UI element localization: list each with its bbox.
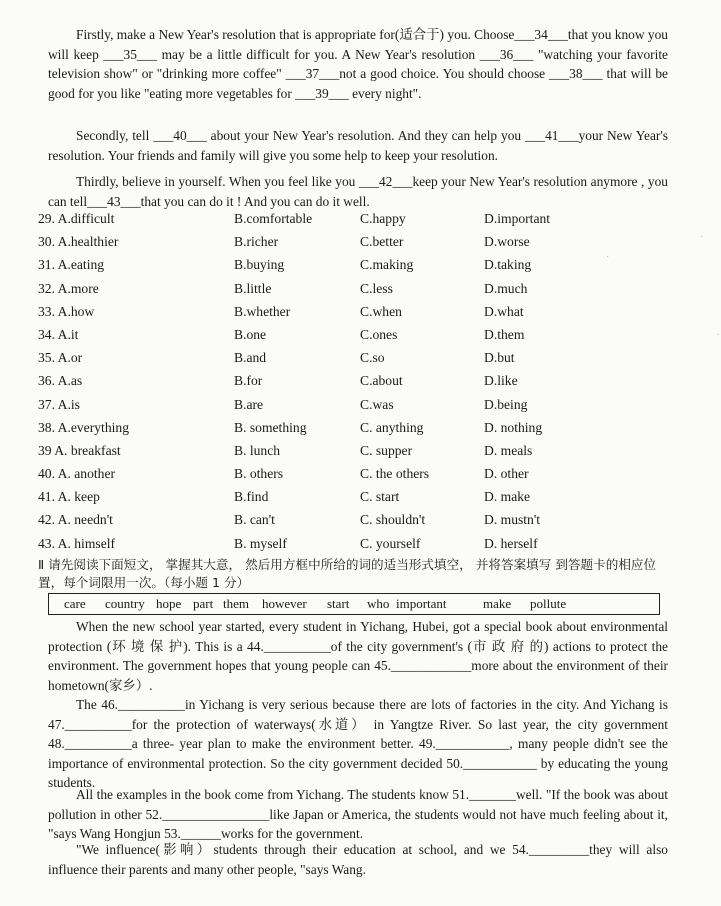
option-row xyxy=(38,278,678,301)
option-b: B.find xyxy=(234,489,269,505)
option-a: 31. A.eating xyxy=(38,257,105,273)
option-a: 35. A.or xyxy=(38,350,83,366)
option-row xyxy=(38,254,678,277)
option-d: D.them xyxy=(484,326,525,342)
margin-speck: · xyxy=(606,252,610,263)
option-d: D.being xyxy=(484,396,528,412)
option-c: C.was xyxy=(360,396,394,412)
option-c: C.better xyxy=(360,234,404,250)
option-c: C.so xyxy=(360,350,385,366)
option-row xyxy=(38,463,678,486)
option-d: D.taking xyxy=(484,257,532,273)
options-table xyxy=(38,208,678,556)
option-d: D. make xyxy=(484,489,531,505)
passage2-paragraph-2: The 46.__________in Yichang is very serious because there are lots of factories in the city. And Yichang is 47.__________for the protection of waterways(水道） in Yangtze River. So last year, the city government 48.__________a three- year plan to make the environment better. 49.___________, many people didn't see the importance of environmental protection. So the city government decided 50.___________ by educating the young students. xyxy=(48,697,668,790)
passage2-paragraph-1: When the new school year started, every student in Yichang, Hubei, got a special book about environmental protection (环 境 保 护). This is a 44.__________of the city government's (市 政 府 的) actions to protect the environment. The government hopes that young people can 45.____________more about the environment of their hometown(家乡）. xyxy=(48,619,668,693)
option-a: 38. A.everything xyxy=(38,419,129,435)
option-d: D.what xyxy=(484,303,524,319)
option-a: 39 A. breakfast xyxy=(38,442,121,458)
option-row xyxy=(38,301,678,324)
option-c: C. the others xyxy=(360,466,430,482)
option-a: 36. A.as xyxy=(38,373,83,389)
option-a: 42. A. needn't xyxy=(38,512,113,528)
option-c: C.less xyxy=(360,280,393,296)
option-row xyxy=(38,533,678,556)
option-a: 41. A. keep xyxy=(38,489,100,505)
option-a: 37. A.is xyxy=(38,396,80,412)
option-b: B.little xyxy=(234,280,272,296)
word-box-word: pollute xyxy=(530,596,567,611)
option-d: D.worse xyxy=(484,234,530,250)
option-c: C. start xyxy=(360,489,400,505)
option-a: 33. A.how xyxy=(38,303,95,319)
word-box-word: make xyxy=(483,596,512,611)
word-box-word: important xyxy=(396,596,447,611)
option-d: D. meals xyxy=(484,442,533,458)
option-a: 34. A.it xyxy=(38,326,79,342)
option-c: C. anything xyxy=(360,419,424,435)
option-c: C. shouldn't xyxy=(360,512,426,528)
option-b: B. something xyxy=(234,419,307,435)
passage1-paragraph-2: Secondly, tell ___40___ about your New Year's resolution. And they can help you ___41___your New Year's resolution. Your friends and family will give you some help to keep your resolution. xyxy=(48,128,668,163)
option-b: B.one xyxy=(234,326,267,342)
option-d: D.much xyxy=(484,280,528,296)
option-d: D. other xyxy=(484,466,529,482)
option-b: B.buying xyxy=(234,257,285,273)
option-a: 32. A.more xyxy=(38,280,99,296)
word-box xyxy=(48,593,660,615)
option-c: C. supper xyxy=(360,442,413,458)
option-b: B. lunch xyxy=(234,442,281,458)
passage1-paragraph-1: Firstly, make a New Year's resolution that is appropriate for(适合于) you. Choose___34___that you know you will keep ___35___ may be a little difficult for you. A New Year's resolution ___36___ "watching your favorite television show" or "drinking more coffee" ___37___not a good choice. You should choose ___38___ that will be good for you like "eating more vegetables for ___39___ every night". xyxy=(48,27,668,101)
margin-speck: · xyxy=(716,330,720,341)
option-row xyxy=(38,486,678,509)
option-row xyxy=(38,324,678,347)
passage2-paragraph-4: "We influence(影响）students through their education at school, and we 54._________they will also influence their parents and many other people, "says Wang. xyxy=(48,842,668,877)
margin-speck: · xyxy=(700,232,704,243)
option-d: D.like xyxy=(484,373,518,389)
option-d: D. mustn't xyxy=(484,512,541,528)
option-row xyxy=(38,370,678,393)
option-b: B.are xyxy=(234,396,264,412)
option-row xyxy=(38,440,678,463)
word-box-word: them xyxy=(223,596,249,611)
option-d: D.but xyxy=(484,350,515,366)
word-box-word: country xyxy=(105,596,145,611)
option-row xyxy=(38,509,678,532)
option-a: 43. A. himself xyxy=(38,535,116,551)
word-box-word: part xyxy=(193,596,214,611)
option-b: B. myself xyxy=(234,535,287,551)
option-row xyxy=(38,394,678,417)
option-d: D. nothing xyxy=(484,419,543,435)
option-row xyxy=(38,231,678,254)
option-row xyxy=(38,347,678,370)
option-a: 29. A.difficult xyxy=(38,211,115,226)
word-box-word: care xyxy=(64,596,86,611)
option-d: D.important xyxy=(484,211,551,226)
option-d: D. herself xyxy=(484,535,538,551)
option-row xyxy=(38,417,678,440)
option-b: B.richer xyxy=(234,234,279,250)
option-c: C.happy xyxy=(360,211,406,226)
option-row xyxy=(38,208,678,231)
section-instruction: Ⅱ 请先阅读下面短文， 掌握其大意， 然后用方框中所给的词的适当形式填空， 并将答案填写 到答题卡的相应位置，每个词限用一次。（每小题 1 分） xyxy=(38,557,657,590)
option-c: C. yourself xyxy=(360,535,421,551)
option-a: 30. A.healthier xyxy=(38,234,119,250)
passage2-paragraph-3: All the examples in the book come from Yichang. The students know 51._______well. "If the book was about pollution in other 52.________________like Japan or America, the students would not have much feeling about it, "says Wang Hongjun 53.______works for the government. xyxy=(48,787,668,841)
option-c: C.making xyxy=(360,257,414,273)
option-b: B. can't xyxy=(234,512,275,528)
option-c: C.ones xyxy=(360,326,398,342)
option-c: C.about xyxy=(360,373,403,389)
word-box-word: however xyxy=(262,596,307,611)
word-box-word: start xyxy=(327,596,350,611)
option-b: B.and xyxy=(234,350,267,366)
option-b: B.comfortable xyxy=(234,211,313,226)
word-box-word: who xyxy=(367,596,390,611)
passage1-paragraph-3: Thirdly, believe in yourself. When you feel like you ___42___keep your New Year's resolution anymore , you can tell___43___that you can do it ! And you can do it well. xyxy=(48,174,668,209)
option-b: B.for xyxy=(234,373,263,389)
option-b: B. others xyxy=(234,466,284,482)
option-c: C.when xyxy=(360,303,402,319)
option-b: B.whether xyxy=(234,303,291,319)
word-box-word: hope xyxy=(156,596,182,611)
option-a: 40. A. another xyxy=(38,466,116,482)
